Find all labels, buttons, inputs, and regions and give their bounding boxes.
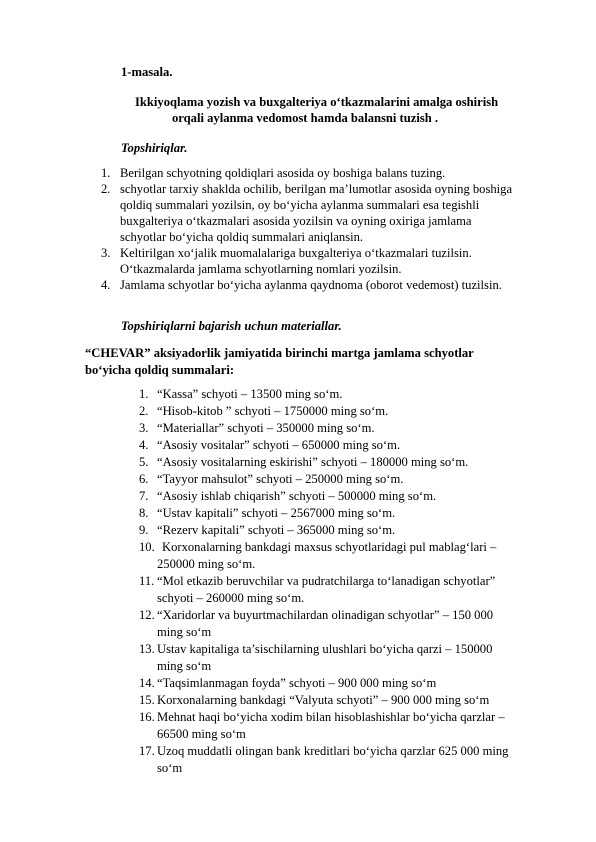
balance-text: “Xaridorlar va buyurtmachilardan olinadigan schyotlar” – 150 000 — [157, 608, 494, 622]
balance-text: “Mol etkazib beruvchilar va pudratchilarga to‘lanadigan schyotlar” — [157, 574, 496, 588]
balance-text: “Taqsimlanmagan foyda” schyoti – 900 000 ming so‘m — [157, 676, 437, 690]
balance-text: “Rezerv kapitali” schyoti – 365000 ming so‘m. — [157, 523, 396, 537]
tasks-heading: Topshiriqlar. — [121, 141, 188, 155]
task-text: schyotlar bo‘yicha qoldiq summalari aniqlansin. — [120, 230, 364, 244]
balance-text: “Ustav kapitali” schyoti – 2567000 ming so‘m. — [157, 506, 396, 520]
title-line-2: orqali aylanma vedomost hamda balansni tuzish . — [172, 111, 439, 125]
balance-number: 9. — [139, 523, 149, 537]
balance-text: “Hisob-kitob ” schyoti – 1750000 ming so‘m. — [157, 404, 389, 418]
balance-text: 250000 ming so‘m. — [157, 557, 256, 571]
balance-number: 4. — [139, 438, 149, 452]
balance-number: 14. — [139, 676, 155, 690]
balance-number: 6. — [139, 472, 149, 486]
balance-number: 10. — [139, 540, 155, 554]
balance-text: ming so‘m — [157, 659, 212, 673]
balance-text: so‘m — [157, 761, 183, 775]
balance-text: “Materiallar” schyoti – 350000 ming so‘m. — [157, 421, 375, 435]
task-text: buxgalteriya o‘tkazmalari asosida yozilsin va oyning oxiriga jamlama — [120, 214, 472, 228]
task-text: Keltirilgan xo‘jalik muomalalariga buxgalteriya o‘tkazmalari tuzilsin. — [120, 246, 472, 260]
balance-number: 8. — [139, 506, 149, 520]
task-text: Berilgan schyotning qoldiqlari asosida oy boshiga balans tuzing. — [120, 166, 446, 180]
balance-number: 17. — [139, 744, 155, 758]
balance-text: Ustav kapitaliga ta’sischilarning ulushlari bo‘yicha qarzi – 150000 — [157, 642, 493, 656]
task-number: 1. — [101, 166, 111, 180]
balance-text: “Kassa” schyoti – 13500 ming so‘m. — [157, 387, 343, 401]
balance-text: Mehnat haqi bo‘yicha xodim bilan hisoblashishlar bo‘yicha qarzlar – — [157, 710, 505, 724]
balance-number: 7. — [139, 489, 149, 503]
balance-text: “Asosiy ishlab chiqarish” schyoti – 500000 ming so‘m. — [157, 489, 437, 503]
balance-text: Korxonalarning bankdagi “Valyuta schyoti” – 900 000 ming so‘m — [157, 693, 490, 707]
intro-line-1: “CHEVAR” aksiyadorlik jamiyatida birinchi martga jamlama schyotlar — [85, 346, 474, 360]
task-text: O‘tkazmalarda jamlama schyotlarning nomlari yozilsin. — [120, 262, 402, 276]
balance-text: Uzoq muddatli olingan bank kreditlari bo‘yicha qarzlar 625 000 ming — [157, 744, 509, 758]
balance-text: “Asosiy vositalar” schyoti – 650000 ming so‘m. — [157, 438, 401, 452]
balance-text: “Tayyor mahsulot” schyoti – 250000 ming so‘m. — [157, 472, 404, 486]
intro-line-2: bo‘yicha qoldiq summalari: — [85, 363, 235, 377]
task-number: 3. — [101, 246, 111, 260]
balance-number: 1. — [139, 387, 149, 401]
balance-number: 3. — [139, 421, 149, 435]
task-number: 4. — [101, 278, 111, 292]
balance-number: 11. — [139, 574, 155, 588]
task-number: 2. — [101, 182, 111, 196]
task-text: qoldiq summalari yozilsin, oy bo‘yicha aylanma summalari esa tegishli — [120, 198, 480, 212]
balance-number: 16. — [139, 710, 155, 724]
balance-text: 66500 ming so‘m — [157, 727, 246, 741]
balance-number: 13. — [139, 642, 155, 656]
title-line-1: Ikkiyoqlama yozish va buxgalteriya o‘tkazmalarini amalga oshirish — [135, 95, 499, 109]
balance-number: 15. — [139, 693, 155, 707]
balance-number: 2. — [139, 404, 149, 418]
task-text: schyotlar tarxiy shaklda ochilib, berilgan ma’lumotlar asosida oyning boshiga — [120, 182, 513, 196]
balance-text: “Asosiy vositalarning eskirishi” schyoti – 180000 ming so‘m. — [157, 455, 469, 469]
balance-number: 12. — [139, 608, 155, 622]
balance-text: schyoti – 260000 ming so‘m. — [157, 591, 305, 605]
problem-heading: 1-masala. — [121, 65, 173, 79]
balance-text: ming so‘m — [157, 625, 212, 639]
balance-number: 5. — [139, 455, 149, 469]
task-text: Jamlama schyotlar bo‘yicha aylanma qaydnoma (oborot vedemost) tuzilsin. — [120, 278, 502, 292]
balance-text: Korxonalarning bankdagi maxsus schyotlaridagi pul mablag‘lari – — [162, 540, 497, 554]
materials-heading: Topshiriqlarni bajarish uchun materiallar. — [121, 319, 342, 333]
